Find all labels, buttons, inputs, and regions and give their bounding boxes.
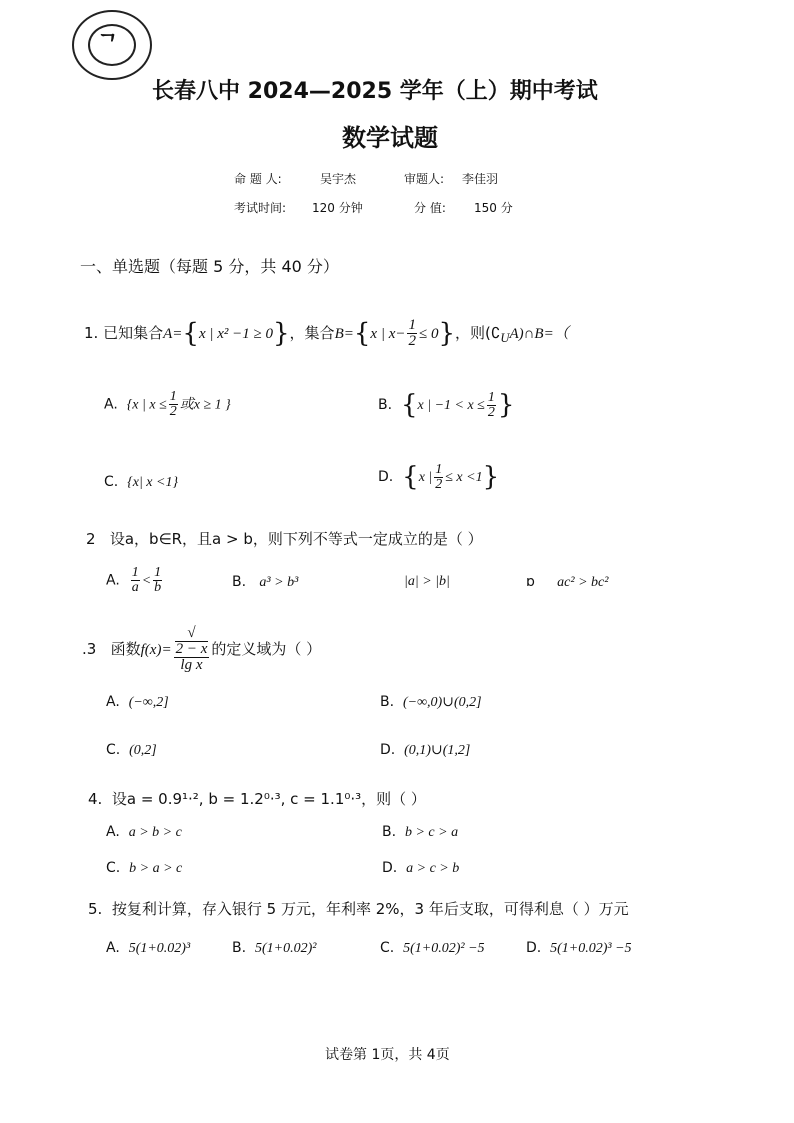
section-title: 一、单选题（每题 5 分，共 40 分） — [80, 257, 339, 276]
q2-option-b — [232, 574, 298, 591]
q3-number: .3 — [82, 640, 97, 658]
q1-A-def: A= — [163, 326, 183, 342]
time-value: 120 分钟 — [312, 201, 363, 215]
q4-option-d — [382, 860, 459, 877]
q5-optB: 5(1+0.02)² — [254, 941, 317, 956]
question-2 — [86, 528, 483, 549]
author-name: 吴宇杰 — [320, 172, 357, 186]
q1-optC-label: C. — [104, 474, 119, 490]
q3-option-d — [380, 742, 470, 759]
score-value: 150 分 — [474, 201, 513, 215]
q1-option-b: B. {x | −1 < x ≤ $\frac{1}{2}$ } — [378, 389, 515, 420]
q2-optA-lhs-den: a — [131, 580, 139, 595]
q5-option-d — [526, 940, 632, 957]
q1-B-set-left: x | x− — [370, 326, 406, 342]
q5-option-c — [380, 940, 485, 957]
q1-half-den: 2 — [408, 333, 416, 349]
school-title: 长春八中 2024—2025 学年（上）期中考试 — [152, 79, 598, 104]
q5-optA-label: A. — [106, 940, 120, 956]
q2-optA-label: A. — [106, 572, 120, 589]
q1-text3: ，则(∁ — [455, 324, 501, 342]
page-footer: 试卷第 1页，共 4页 — [325, 1047, 450, 1063]
q5-optD-label: D. — [526, 940, 542, 956]
q2-option-c: |a| > |b| — [404, 574, 450, 589]
q2-option-d — [526, 574, 608, 591]
q1-option-d: D. {x | $\frac{1}{2}$ ≤ x <1} — [378, 461, 500, 492]
q1-optD-left: x | — [418, 470, 433, 485]
q3-option-b — [380, 694, 482, 711]
q3-optA: (−∞,2] — [128, 695, 169, 710]
reviewer-label: 审题人: — [404, 172, 445, 186]
q4-optD-label: D. — [382, 860, 398, 876]
school-seal-stamp — [72, 10, 152, 80]
q3-fx: f(x)= — [140, 642, 172, 658]
q1-B-set-right: ≤ 0 — [418, 326, 439, 342]
q3-optB-label: B. — [380, 694, 395, 710]
q1-half-num: 1 — [408, 317, 416, 333]
q1-text2: ，集合 — [289, 324, 335, 342]
q3-optA-label: A. — [106, 694, 120, 710]
q4-option-a — [106, 824, 182, 841]
time-label: 考试时间: — [234, 201, 287, 215]
q1-optB-left: x | −1 < x ≤ — [417, 398, 485, 413]
q3-optD-label: D. — [380, 742, 396, 758]
q4-optA-label: A. — [106, 824, 120, 840]
q1-optA-left: {x | x ≤ — [126, 397, 167, 413]
q3-optB: (−∞,0)∪(0,2] — [402, 695, 482, 710]
question-1: 1. 已知集合A={x | x² −1 ≥ 0}，集合B={x | x− $\frac{1}{2}$ ≤ 0}，则$(∁_UA)\cap B=$（ — [84, 317, 569, 349]
q4-optB: b > c > a — [404, 825, 459, 840]
q1-optC: {x| x <1} — [127, 475, 179, 490]
q2-optD-label: ɒ — [526, 574, 535, 590]
q5-option-a — [106, 940, 190, 957]
q1-text1: 已知集合 — [103, 324, 164, 342]
q3-optC-label: C. — [106, 742, 121, 758]
q1-B-def: B= — [334, 326, 354, 342]
q3-option-a — [106, 694, 169, 711]
q5-option-b — [232, 940, 316, 957]
q3-optC: (0,2] — [129, 743, 157, 758]
q5-optC: 5(1+0.02)² −5 — [403, 941, 485, 956]
q2-optA-rhs-den: b — [154, 580, 162, 595]
q5-number: 5. — [88, 900, 103, 918]
q1-optD-label: D. — [378, 469, 394, 485]
q1-option-c — [104, 474, 178, 491]
q5-text: 按复利计算，存入银行 5 万元，年利率 2%，3 年后支取，可得利息（ ）万元 — [111, 900, 629, 918]
q1-optB-label: B. — [378, 397, 393, 413]
q4-text: 设a = 0.9¹·², b = 1.2⁰·³, c = 1.1⁰·³，则（ ） — [111, 790, 426, 808]
author-label: 命 题 人: — [234, 172, 282, 186]
q1-optA-right: 或x ≥ 1 } — [179, 397, 231, 413]
q4-option-c — [106, 860, 182, 877]
q5-optA: 5(1+0.02)³ — [128, 941, 191, 956]
q1-number: 1. — [84, 324, 99, 342]
q1-option-a: A. {x | x ≤ $\frac{1}{2}$ 或x ≥ 1 } — [104, 389, 231, 419]
q3-option-c — [106, 742, 157, 759]
q2-optA-rhs-num: 1 — [154, 565, 162, 580]
question-5 — [88, 898, 629, 919]
q4-optD: a > c > b — [406, 861, 460, 876]
q4-option-b — [382, 824, 458, 841]
q1-text4: A)∩B=（ — [509, 326, 569, 342]
q3-sqrt-body: 2 − x — [175, 641, 208, 657]
seal-glyph: ᄀ — [97, 33, 119, 58]
q4-number: 4. — [88, 790, 103, 808]
q1-sub-U: U — [500, 331, 510, 345]
q2-option-a — [106, 566, 164, 595]
q4-optB-label: B. — [382, 824, 397, 840]
q1-A-set: x | x² −1 ≥ 0 — [198, 326, 273, 342]
q3-text2: 的定义域为（ ） — [211, 640, 322, 658]
q5-optB-label: B. — [232, 940, 247, 956]
q1-optA-label: A. — [104, 396, 118, 413]
score-label: 分 值: — [414, 201, 446, 215]
q5-optD: 5(1+0.02)³ −5 — [550, 941, 632, 956]
q3-text1: 函数 — [110, 640, 141, 658]
question-3: .3 函数f(x)= √ 2 − x lg x 的定义域为（ ） — [82, 625, 322, 673]
question-4 — [88, 788, 426, 809]
q4-optC-label: C. — [106, 860, 121, 876]
q2-text: 设a，b∈R，且a > b，则下列不等式一定成立的是（ ） — [109, 530, 483, 548]
q4-optC: b > a > c — [129, 861, 183, 876]
q2-optA-lhs-num: 1 — [131, 565, 139, 580]
q1-optD-right: ≤ x <1 — [445, 470, 483, 485]
reviewer-name: 李佳羽 — [462, 172, 499, 186]
subject-title: 数学试题 — [342, 124, 438, 152]
q5-optC-label: C. — [380, 940, 395, 956]
q2-optB-label: B. — [232, 574, 247, 590]
q4-optA: a > b > c — [128, 825, 182, 840]
q2-number: 2 — [86, 530, 96, 548]
q3-den: lg x — [180, 657, 203, 673]
q2-optD: ac² > bc² — [557, 575, 609, 590]
q2-optB: a³ > b³ — [259, 575, 299, 590]
q2-optA-lt: < — [141, 573, 152, 589]
q3-optD: (0,1)∪(1,2] — [404, 743, 471, 758]
